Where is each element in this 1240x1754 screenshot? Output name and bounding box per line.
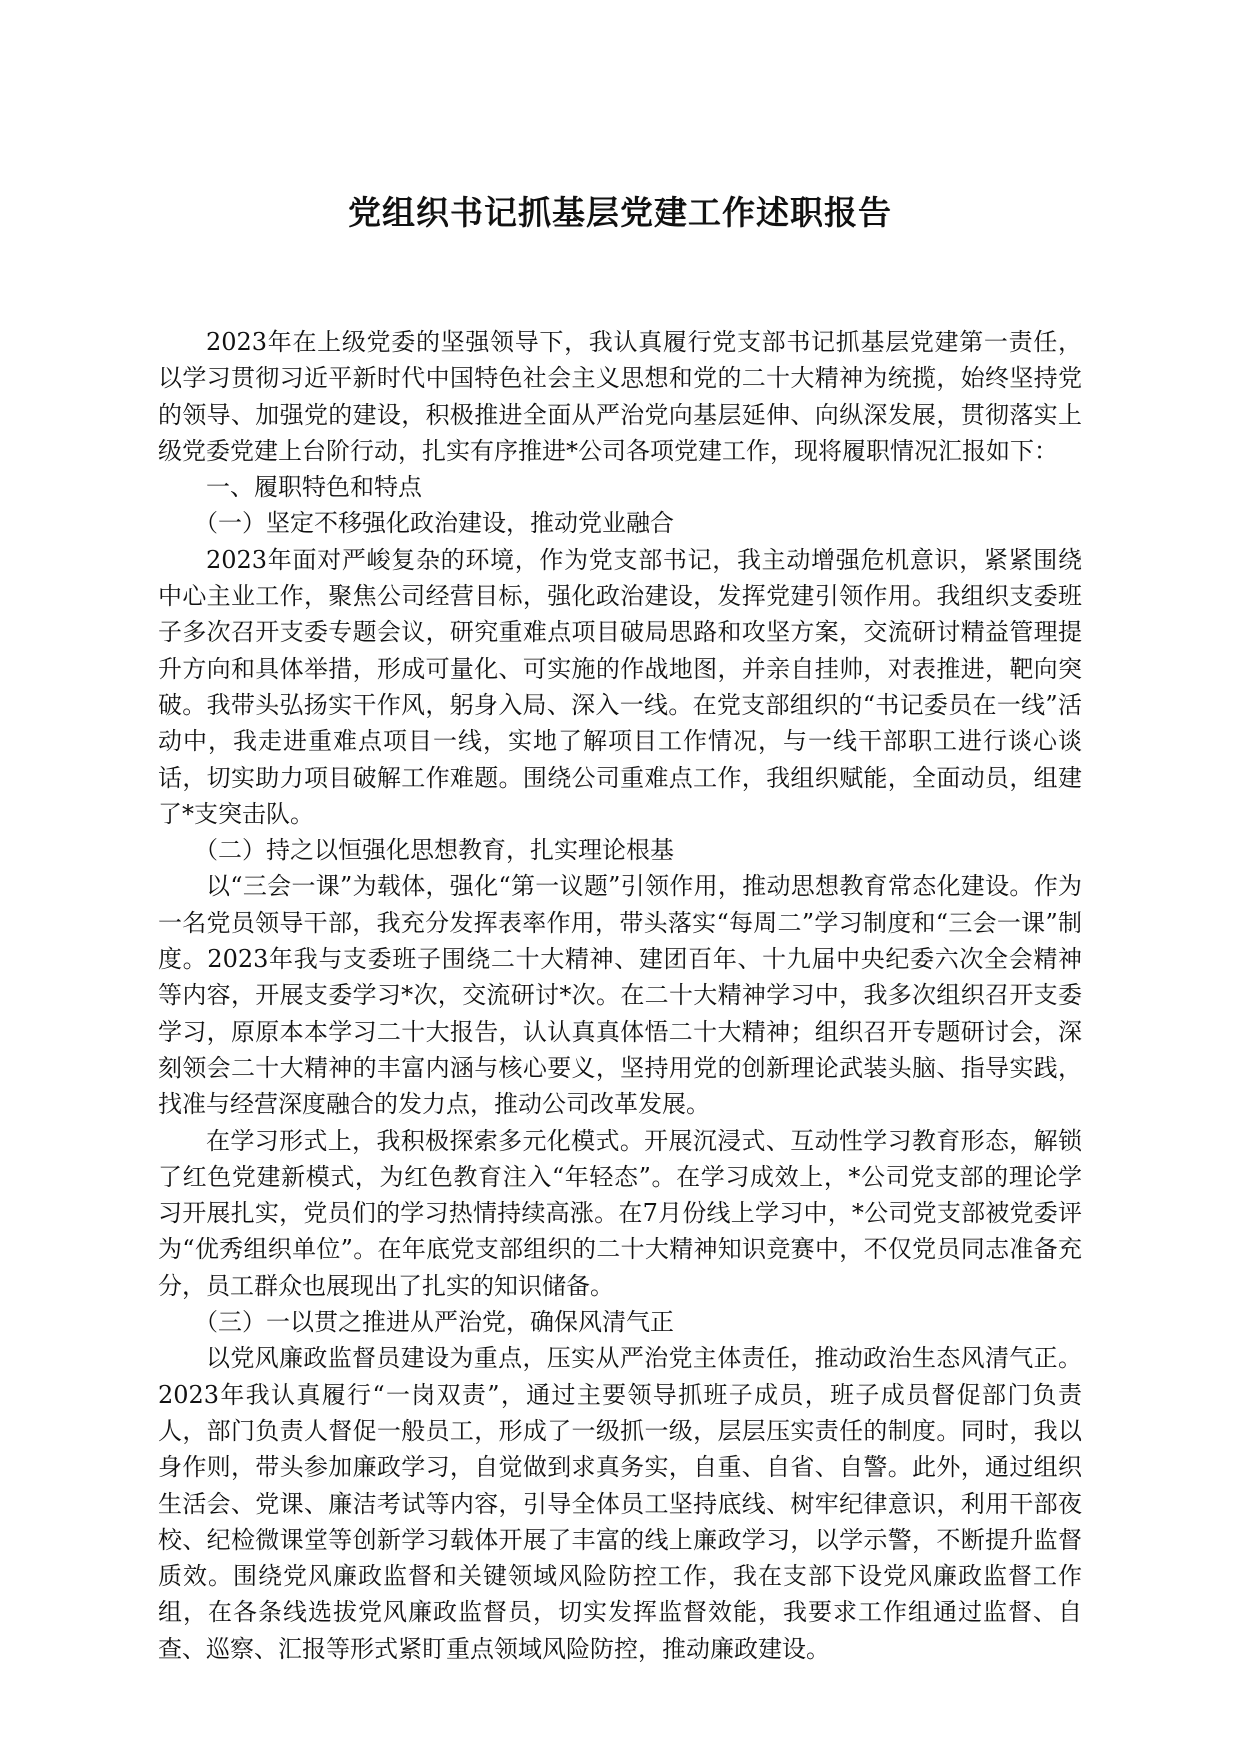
intro-paragraph: 2023年在上级党委的坚强领导下，我认真履行党支部书记抓基层党建第一责任，以学习贯彻习近平新时代中国特色社会主义思想和党的二十大精神为统揽，始终坚持党的领导、加强党的建设，积极推进全面从严治党向基层延伸、向纵深发展，贯彻落实上级党委党建上台阶行动，扎实有序推进*公司各项党建工作，现将履职情况汇报如下：: [158, 328, 1082, 465]
document-title: 党组织书记抓基层党建工作述职报告: [348, 193, 892, 232]
section-heading-1: 一、履职特色和特点: [206, 473, 422, 502]
paragraph-learning-forms: 在学习形式上，我积极探索多元化模式。开展沉浸式、互动性学习教育形态，解锁了红色党建新模式，为红色教育注入“年轻态”。在学习成效上，*公司党支部的理论学习开展扎实，党员们的学习热情持续高涨。在7月份线上学习中，*公司党支部被党委评为“优秀组织单位”。在年底党支部组织的二十大精神知识竞赛中，不仅党员同志准备充分，员工群众也展现出了扎实的知识储备。: [158, 1126, 1082, 1300]
document-body: [158, 324, 1082, 1667]
subsection-heading-3: （三）一以贯之推进从严治党，确保风清气正: [194, 1308, 674, 1337]
subsection-heading-2: （二）持之以恒强化思想教育，扎实理论根基: [194, 836, 674, 865]
paragraph-political-building: 2023年面对严峻复杂的环境，作为党支部书记，我主动增强危机意识，紧紧围绕中心主业工作，聚焦公司经营目标，强化政治建设，发挥党建引领作用。我组织支委班子多次召开支委专题会议，研究重难点项目破局思路和攻坚方案，交流研讨精益管理提升方向和具体举措，形成可量化、可实施的作战地图，并亲自挂帅，对表推进，靶向突破。我带头弘扬实干作风，躬身入局、深入一线。在党支部组织的“书记委员在一线”活动中，我走进重难点项目一线，实地了解项目工作情况，与一线干部职工进行谈心谈话，切实助力项目破解工作难题。围绕公司重难点工作，我组织赋能，全面动员，组建了*支突击队。: [158, 545, 1082, 828]
subsection-heading-1: （一）坚定不移强化政治建设，推动党业融合: [194, 509, 674, 538]
paragraph-ideological-education: 以“三会一课”为载体，强化“第一议题”引领作用，推动思想教育常态化建设。作为一名党员领导干部，我充分发挥表率作用，带头落实“每周二”学习制度和“三会一课”制度。2023年我与支委班子围绕二十大精神、建团百年、十九届中央纪委六次全会精神等内容，开展支委学习*次，交流研讨*次。在二十大精神学习中，我多次组织召开支委学习，原原本本学习二十大报告，认认真真体悟二十大精神；组织召开专题研讨会，深刻领会二十大精神的丰富内涵与核心要义，坚持用党的创新理论武装头脑、指导实践，找准与经营深度融合的发力点，推动公司改革发展。: [158, 872, 1082, 1119]
paragraph-strict-governance: 以党风廉政监督员建设为重点，压实从严治党主体责任，推动政治生态风清气正。2023年我认真履行“一岗双责”，通过主要领导抓班子成员，班子成员督促部门负责人，部门负责人督促一般员工，形成了一级抓一级，层层压实责任的制度。同时，我以身作则，带头参加廉政学习，自觉做到求真务实，自重、自省、自警。此外，通过组织生活会、党课、廉洁考试等内容，引导全体员工坚持底线、树牢纪律意识，利用干部夜校、纪检微课堂等创新学习载体开展了丰富的线上廉政学习，以学示警，不断提升监督质效。围绕党风廉政监督和关键领域风险防控工作，我在支部下设党风廉政监督工作组，在各条线选拔党风廉政监督员，切实发挥监督效能，我要求工作组通过监督、自查、巡察、汇报等形式紧盯重点领域风险防控，推动廉政建设。: [158, 1344, 1082, 1663]
